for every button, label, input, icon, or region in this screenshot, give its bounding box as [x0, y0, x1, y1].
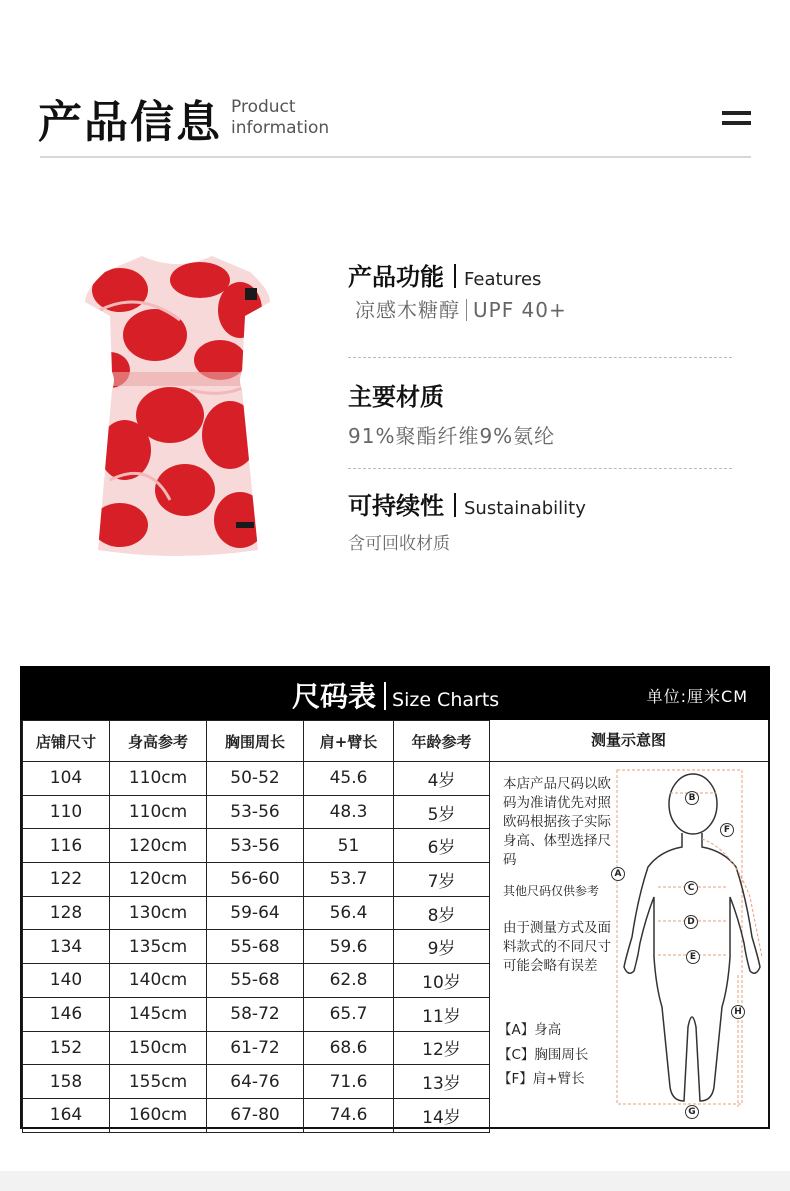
column-header: 胸围周长 [207, 721, 304, 762]
table-cell: 7岁 [394, 863, 490, 897]
legend-c: 【C】胸围周长 [498, 1047, 589, 1063]
measure-marker-c: C [684, 881, 698, 895]
table-cell: 145cm [110, 997, 207, 1031]
size-chart-title [292, 675, 499, 715]
table-cell: 120cm [110, 863, 207, 897]
note-size-advice: 本店产品尺码以欧码为准请优先对照欧码根据孩子实际身高、体型选择尺码 [503, 776, 611, 868]
table-cell: 51 [304, 829, 394, 863]
feature-function-title [348, 257, 541, 292]
measure-marker-b: B [685, 791, 699, 805]
table-cell: 152 [23, 1031, 110, 1065]
table-cell: 58-72 [207, 997, 304, 1031]
table-cell: 61-72 [207, 1031, 304, 1065]
size-chart-title-cn: 尺码表 [292, 680, 377, 713]
size-chart-title-en: Size Charts [392, 689, 500, 711]
column-header: 年龄参考 [394, 721, 490, 762]
table-row [23, 964, 490, 998]
feature-function-label: 产品功能 [348, 263, 444, 291]
feature-material-title: 主要材质 [348, 383, 444, 411]
size-table [22, 720, 490, 1133]
table-row [23, 795, 490, 829]
table-cell: 68.6 [304, 1031, 394, 1065]
table-cell: 56.4 [304, 896, 394, 930]
table-row [23, 1098, 490, 1132]
table-cell: 56-60 [207, 863, 304, 897]
table-cell: 134 [23, 930, 110, 964]
note-reference: 其他尺码仅供参考 [503, 884, 600, 898]
table-cell: 158 [23, 1065, 110, 1099]
table-cell: 150cm [110, 1031, 207, 1065]
table-cell: 146 [23, 997, 110, 1031]
title-en-line1: Product [231, 97, 296, 117]
measurement-diagram [489, 761, 769, 1127]
table-cell: 64-76 [207, 1065, 304, 1099]
table-cell: 6岁 [394, 829, 490, 863]
table-cell: 110cm [110, 795, 207, 829]
menu-icon[interactable] [722, 111, 751, 127]
page-title-en [231, 97, 329, 139]
table-row [23, 997, 490, 1031]
table-cell: 48.3 [304, 795, 394, 829]
table-cell: 55-68 [207, 964, 304, 998]
measure-marker-g: G [685, 1105, 699, 1119]
table-cell: 5岁 [394, 795, 490, 829]
column-header: 肩+臂长 [304, 721, 394, 762]
table-cell: 55-68 [207, 930, 304, 964]
table-row [23, 896, 490, 930]
table-cell: 130cm [110, 896, 207, 930]
table-cell: 9岁 [394, 930, 490, 964]
table-cell: 53-56 [207, 829, 304, 863]
table-cell: 122 [23, 863, 110, 897]
table-cell: 53-56 [207, 795, 304, 829]
column-header: 身高参考 [110, 721, 207, 762]
table-row [23, 930, 490, 964]
table-cell: 65.7 [304, 997, 394, 1031]
feature-sustainability-title [348, 486, 586, 521]
table-cell: 110 [23, 795, 110, 829]
feature-function-desc [355, 294, 567, 323]
table-cell: 14岁 [394, 1098, 490, 1132]
size-chart-unit: 单位:厘米CM [646, 687, 748, 706]
table-cell: 74.6 [304, 1098, 394, 1132]
table-cell: 140 [23, 964, 110, 998]
table-cell: 160cm [110, 1098, 207, 1132]
table-cell: 104 [23, 762, 110, 796]
header-divider [40, 156, 751, 158]
legend-f: 【F】肩+臂长 [498, 1071, 585, 1087]
table-cell: 10岁 [394, 964, 490, 998]
table-row [23, 829, 490, 863]
table-cell: 155cm [110, 1065, 207, 1099]
table-cell: 67-80 [207, 1098, 304, 1132]
table-cell: 62.8 [304, 964, 394, 998]
table-cell: 110cm [110, 762, 207, 796]
table-cell: 11岁 [394, 997, 490, 1031]
title-en-line2: information [231, 118, 330, 138]
table-header-row [23, 721, 490, 762]
body-figure-icon [610, 767, 770, 1117]
feature-function-en: Features [464, 269, 542, 290]
table-cell: 45.6 [304, 762, 394, 796]
feature-material-desc: 91%聚酯纤维9%氨纶 [348, 424, 556, 448]
dashed-divider [348, 468, 732, 469]
table-cell: 12岁 [394, 1031, 490, 1065]
measure-marker-f: F [720, 823, 734, 837]
table-cell: 140cm [110, 964, 207, 998]
table-cell: 50-52 [207, 762, 304, 796]
footer-strip [0, 1171, 790, 1191]
note-error: 由于测量方式及面料款式的不同尺寸可能会略有误差 [503, 920, 611, 974]
table-cell: 4岁 [394, 762, 490, 796]
feature-sustainability-label: 可持续性 [348, 492, 444, 520]
feature-sustainability-desc: 含可回收材质 [348, 534, 450, 554]
table-cell: 71.6 [304, 1065, 394, 1099]
legend-a: 【A】身高 [498, 1022, 562, 1038]
measure-marker-d: D [684, 915, 698, 929]
table-cell: 164 [23, 1098, 110, 1132]
feature-function-desc-a: 凉感木糖醇 [355, 298, 460, 322]
feature-function-desc-b: UPF 40+ [473, 298, 567, 322]
dashed-divider [348, 357, 732, 358]
table-row [23, 863, 490, 897]
size-chart-table [20, 720, 770, 1129]
measure-marker-h: H [731, 1005, 745, 1019]
table-cell: 135cm [110, 930, 207, 964]
measure-marker-a: A [611, 867, 625, 881]
table-cell: 128 [23, 896, 110, 930]
measure-marker-e: E [686, 950, 700, 964]
table-cell: 116 [23, 829, 110, 863]
table-cell: 8岁 [394, 896, 490, 930]
table-row [23, 762, 490, 796]
table-cell: 13岁 [394, 1065, 490, 1099]
page-title: 产品信息 [38, 97, 222, 148]
diagram-header: 测量示意图 [489, 720, 768, 762]
feature-sustainability-en: Sustainability [464, 498, 586, 519]
size-chart-header [20, 666, 770, 720]
table-cell: 120cm [110, 829, 207, 863]
table-row [23, 1031, 490, 1065]
dress-image [80, 250, 275, 560]
column-header: 店铺尺寸 [23, 721, 110, 762]
table-cell: 59-64 [207, 896, 304, 930]
table-cell: 59.6 [304, 930, 394, 964]
table-cell: 53.7 [304, 863, 394, 897]
table-row [23, 1065, 490, 1099]
